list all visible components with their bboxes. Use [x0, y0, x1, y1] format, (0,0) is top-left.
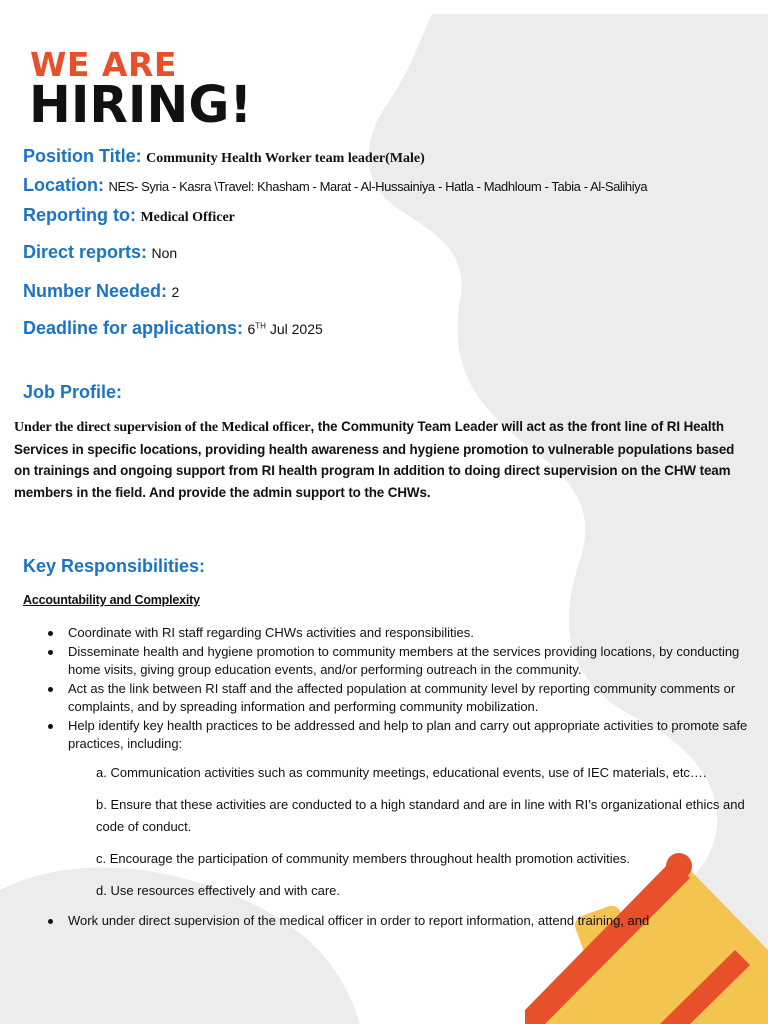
job-profile-body: , the Community Team Leader will act as the front line of RI Health Services in specific locations, providing health awareness and hygiene promotion to vulnerable populations based on trainings and ongoing support from RI health program In addition to doing direct supervision on the CHW team members in the field. And provide the admin support to the CHWs.: [14, 419, 735, 500]
number-needed-label: Number Needed:: [23, 281, 168, 301]
sub-list-item: a. Communication activities such as community meetings, educational events, use of IEC materials, etc….: [96, 764, 707, 780]
reporting-value: Medical Officer: [140, 210, 235, 225]
list-item: Work under direct supervision of the medical officer in order to report information, attend training, and: [68, 912, 748, 931]
banner-hiring: HIRING!: [29, 76, 253, 135]
position-title-label: Position Title:: [23, 146, 142, 166]
list-item: [68, 717, 748, 902]
direct-reports-row: [23, 242, 177, 263]
number-needed-row: [23, 281, 179, 302]
location-value: NES- Syria - Kasra \Travel: Khasham - Marat - Al-Hussainiya - Hatla - Madhloum - Tabia - Al-Salihiya: [108, 179, 648, 194]
number-needed-value: 2: [171, 284, 180, 300]
direct-reports-value: Non: [151, 245, 178, 261]
position-title-row: [23, 146, 425, 167]
deadline-month-year: Jul 2025: [269, 321, 323, 337]
reporting-row: [23, 205, 235, 226]
accountability-subheading: Accountability and Complexity: [23, 593, 200, 607]
location-row: [23, 175, 647, 196]
job-profile-heading: Job Profile:: [23, 382, 123, 402]
sub-list-item: d. Use resources effectively and with care.: [96, 882, 340, 898]
location-label: Location:: [23, 175, 104, 195]
direct-reports-label: Direct reports:: [23, 242, 148, 262]
job-profile-lead: Under the direct supervision of the Medical officer: [14, 420, 311, 435]
position-title-value: Community Health Worker team leader(Male): [146, 151, 425, 166]
deadline-label: Deadline for applications:: [23, 318, 244, 338]
sub-list-item: b. Ensure that these activities are conducted to a high standard and are in line with RI’s organizational ethics and code of conduct.: [96, 796, 745, 834]
deadline-value: [248, 321, 323, 337]
job-profile-text: [14, 416, 754, 503]
sub-list: [96, 762, 748, 902]
list-item: Disseminate health and hygiene promotion to community members at the services providing locations, by conducting home visits, giving group education events, and/or performing outreach in the community.: [68, 643, 748, 680]
deadline-day: 6: [247, 321, 256, 337]
key-responsibilities-heading: Key Responsibilities:: [23, 556, 206, 576]
list-item-text: Help identify key health practices to be addressed and help to plan and carry out appropriate activities to promote safe practices, including:: [68, 717, 748, 751]
list-item: Act as the link between RI staff and the affected population at community level by reporting community comments or complaints, and by spreading information and performing community mobilization.: [68, 680, 748, 717]
deadline-row: [23, 318, 323, 339]
banner-we-are: WE ARE: [30, 45, 177, 84]
sub-list-item: c. Encourage the participation of community members throughout health promotion activities.: [96, 850, 630, 866]
list-item: Coordinate with RI staff regarding CHWs activities and responsibilities.: [68, 624, 748, 643]
deadline-suffix: TH: [255, 321, 266, 331]
responsibilities-list: [44, 624, 748, 930]
reporting-label: Reporting to:: [23, 205, 136, 225]
